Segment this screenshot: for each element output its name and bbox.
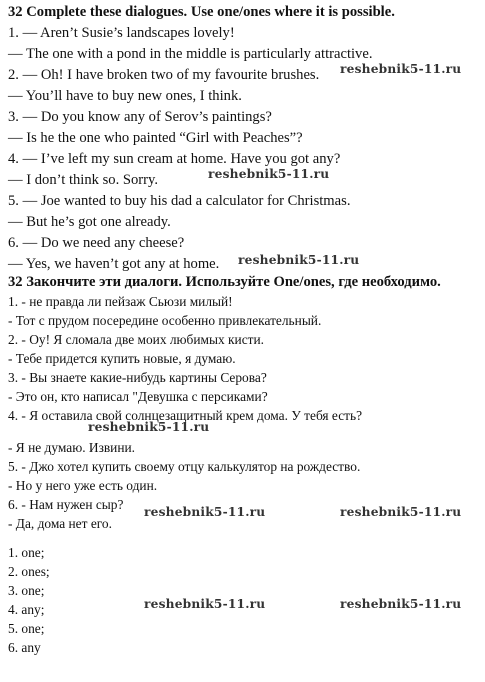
translation-line: 2. - Оу! Я сломала две моих любимых кисти. [8, 332, 265, 347]
watermark: reshebnik5-11.ru [144, 505, 266, 519]
translation-line: - Это он, кто написал "Девушка с персиками? [8, 389, 268, 404]
answer-item: 4. any; [8, 602, 45, 617]
dialogue-line: — Yes, we haven’t got any at home. [8, 256, 220, 272]
watermark: reshebnik5-11.ru [208, 167, 330, 181]
translation-line: - Да, дома нет его. [8, 516, 112, 531]
translation-line: 6. - Нам нужен сыр? [8, 497, 124, 512]
exercise-heading-english: 32 Complete these dialogues. Use one/ones where it is possible. [8, 4, 395, 20]
dialogue-line: 4. — I’ve left my sun cream at home. Have you got any? [8, 151, 341, 167]
dialogue-line: — But he’s got one already. [8, 214, 171, 230]
translation-line: 4. - Я оставила свой солнцезащитный крем дома. У тебя есть? [8, 408, 363, 423]
dialogue-line: — Is he the one who painted “Girl with Peaches”? [8, 130, 303, 146]
translation-line: - Я не думаю. Извини. [8, 440, 136, 455]
translation-line: 3. - Вы знаете какие-нибудь картины Серова? [8, 370, 267, 385]
dialogue-line: — I don’t think so. Sorry. [8, 172, 158, 188]
translation-line: - Тот с прудом посередине особенно привлекательный. [8, 313, 322, 328]
watermark: reshebnik5-11.ru [340, 505, 462, 519]
watermark: reshebnik5-11.ru [340, 597, 462, 611]
translation-line: 1. - не правда ли пейзаж Сьюзи милый! [8, 294, 233, 309]
watermark: reshebnik5-11.ru [340, 62, 462, 76]
translation-line: 5. - Джо хотел купить своему отцу калькулятор на рождество. [8, 459, 361, 474]
dialogue-line: 5. — Joe wanted to buy his dad a calculator for Christmas. [8, 193, 351, 209]
watermark: reshebnik5-11.ru [238, 253, 360, 267]
answer-item: 1. one; [8, 545, 45, 560]
dialogue-line: 1. — Aren’t Susie’s landscapes lovely! [8, 25, 235, 41]
translation-line: - Тебе придется купить новые, я думаю. [8, 351, 236, 366]
dialogue-line: 2. — Oh! I have broken two of my favourite brushes. [8, 67, 320, 83]
exercise-heading-russian: 32 Закончите эти диалоги. Используйте One/ones, где необходимо. [8, 274, 441, 290]
watermark: reshebnik5-11.ru [88, 420, 210, 434]
translation-line: - Но у него уже есть один. [8, 478, 158, 493]
dialogue-line: 3. — Do you know any of Serov’s paintings? [8, 109, 272, 125]
dialogue-line: — You’ll have to buy new ones, I think. [8, 88, 242, 104]
answer-item: 5. one; [8, 621, 45, 636]
dialogue-line: 6. — Do we need any cheese? [8, 235, 185, 251]
dialogue-line: — The one with a pond in the middle is particularly attractive. [8, 46, 373, 62]
answer-item: 3. one; [8, 583, 45, 598]
answer-item: 6. any [8, 640, 41, 655]
watermark: reshebnik5-11.ru [144, 597, 266, 611]
answer-item: 2. ones; [8, 564, 50, 579]
